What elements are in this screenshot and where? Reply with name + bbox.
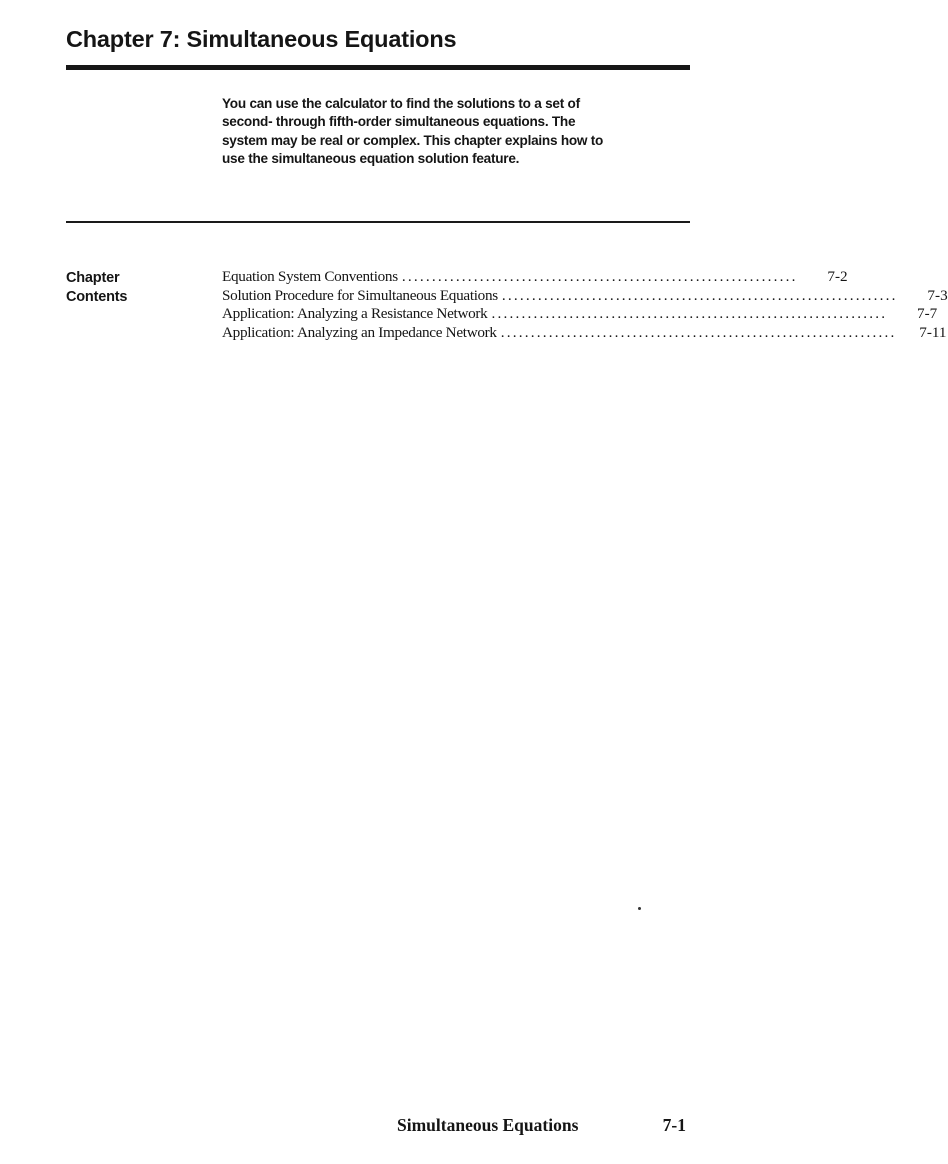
section-divider (66, 221, 690, 223)
intro-line: use the simultaneous equation solution feature. (222, 150, 520, 166)
toc-entry[interactable] (222, 286, 948, 306)
contents-heading-line: Chapter (66, 270, 120, 286)
footer-page-number: 7-1 (662, 1115, 686, 1135)
chapter-title: Chapter 7: Simultaneous Equations (66, 26, 457, 52)
toc-entry[interactable] (222, 323, 947, 343)
toc-leader-dots: .................................................................. (401, 268, 798, 285)
toc-entry-title: Equation System Conventions (222, 268, 398, 285)
chapter-contents-heading (66, 269, 127, 306)
toc-leader-dots: .................................................................. (500, 323, 897, 341)
print-speck (638, 907, 641, 910)
toc-entry-page: 7-3 (927, 286, 948, 304)
toc-entry-title: Solution Procedure for Simultaneous Equations (222, 286, 498, 304)
table-of-contents (222, 268, 948, 342)
toc-entry-page: 7-11 (919, 323, 947, 341)
footer-section-title: Simultaneous Equations (397, 1115, 579, 1135)
toc-entry-page: 7-2 (827, 268, 848, 285)
intro-line: system may be real or complex. This chapter explains how to (222, 132, 604, 148)
chapter-intro (222, 95, 692, 168)
toc-entry-title: Application: Analyzing a Resistance Network (222, 305, 488, 322)
toc-entry-title: Application: Analyzing an Impedance Network (222, 323, 497, 341)
toc-entry-page: 7-7 (917, 305, 938, 322)
toc-leader-dots: .................................................................. (491, 305, 888, 322)
toc-entry[interactable] (222, 305, 938, 324)
toc-leader-dots: .................................................................. (501, 286, 898, 304)
intro-line: You can use the calculator to find the solutions to a set of (222, 96, 580, 111)
toc-entry[interactable] (222, 268, 848, 287)
intro-line: second- through fifth-order simultaneous equations. The (222, 114, 576, 130)
header-rule (66, 65, 690, 70)
contents-heading-line: Contents (66, 288, 128, 305)
